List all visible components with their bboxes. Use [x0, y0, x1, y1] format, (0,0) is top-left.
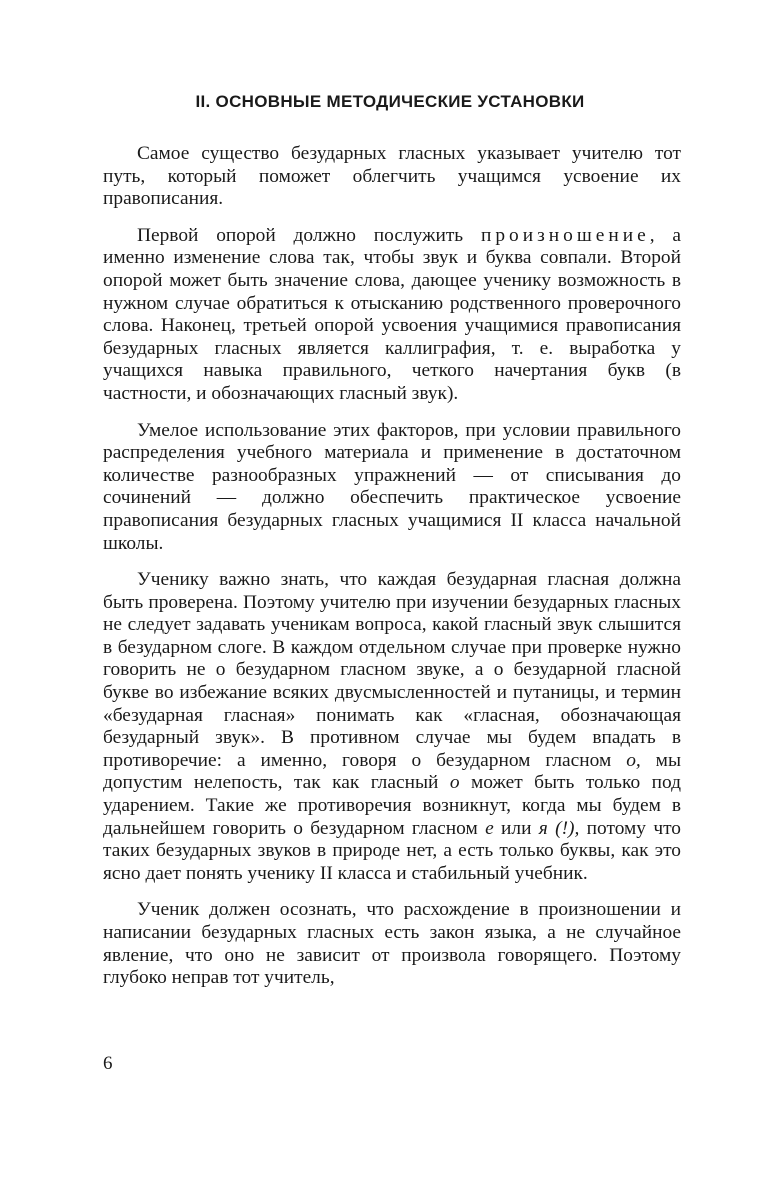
p2-text-end: , а именно изменение слова так, чтобы звук и буква совпали. Второй опорой может быть значение слова, дающее ученику возможность в нужном случае обратиться к отысканию родственного проверочного слова. Наконец, третьей опорой усвоения учащимися правописания безударных гласных является каллиграфия, т. е. выработка у учащихся навыка правильного, четкого начертания букв (в частности, и обозначающих гласный звук). — [103, 224, 681, 404]
p2-spaced-word: произношение — [480, 224, 650, 246]
page-number: 6 — [103, 1053, 113, 1074]
section-heading: II. ОСНОВНЫЕ МЕТОДИЧЕСКИЕ УСТАНОВКИ — [195, 92, 585, 111]
p4-italic-ya: я (!), — [538, 817, 580, 839]
p4-italic-e: е — [485, 817, 494, 839]
p4-text-d: или — [493, 817, 539, 839]
p4-italic-o-2: о — [449, 772, 460, 794]
body-text — [103, 143, 681, 1004]
p4-italic-o: о, — [626, 749, 641, 771]
p4-text-e: потому что таких безударных звуков в природе нет, а есть только буквы, как это ясно дает понять ученику II класса и стабильный учебник. — [103, 817, 681, 884]
paragraph-5: Ученик должен осознать, что расхождение в произношении и написании безударных гласных есть закон языка, а не случайное явление, что оно не зависит от произвола говорящего. Поэтому глубоко неправ тот учитель, — [103, 899, 681, 989]
paragraph-4 — [103, 569, 681, 885]
p4-text-c: может быть только под ударением. Такие же противоречия возникнут, когда мы будем в дальнейшем говорить о безударном гласном — [103, 772, 681, 839]
paragraph-1: Самое существо безударных гласных указывает учителю тот путь, который поможет облегчить учащимся усвоение их правописания. — [103, 143, 681, 210]
paragraph-3: Умелое использование этих факторов, при условии правильного распределения учебного материала и применение в достаточном количестве разнообразных упражнений — от списывания до сочинений — должно обеспечить практическое усвоение правописания безударных гласных учащимися II класса начальной школы. — [103, 419, 681, 554]
p4-text-a: Ученику важно знать, что каждая безударная гласная должна быть проверена. Поэтому учителю при изучении безударных гласных не следует задавать ученикам вопроса, какой гласный звук слышится в безударном слоге. В каждом отдельном случае при проверке нужно говорить не о безударном гласном звуке, а о безударной гласной букве во избежание всяких двусмысленностей и путаницы, и термин «безударная гласная» понимать как «гласная, обозначающая безударный звук». В противном случае мы будем впадать в противоречие: а именно, говоря о безударном гласном — [103, 569, 681, 771]
p2-text-start: Первой опорой должно послужить — [137, 224, 481, 246]
paragraph-2 — [103, 225, 681, 406]
p4-text-b: мы допустим нелепость, так как гласный — [103, 749, 681, 794]
